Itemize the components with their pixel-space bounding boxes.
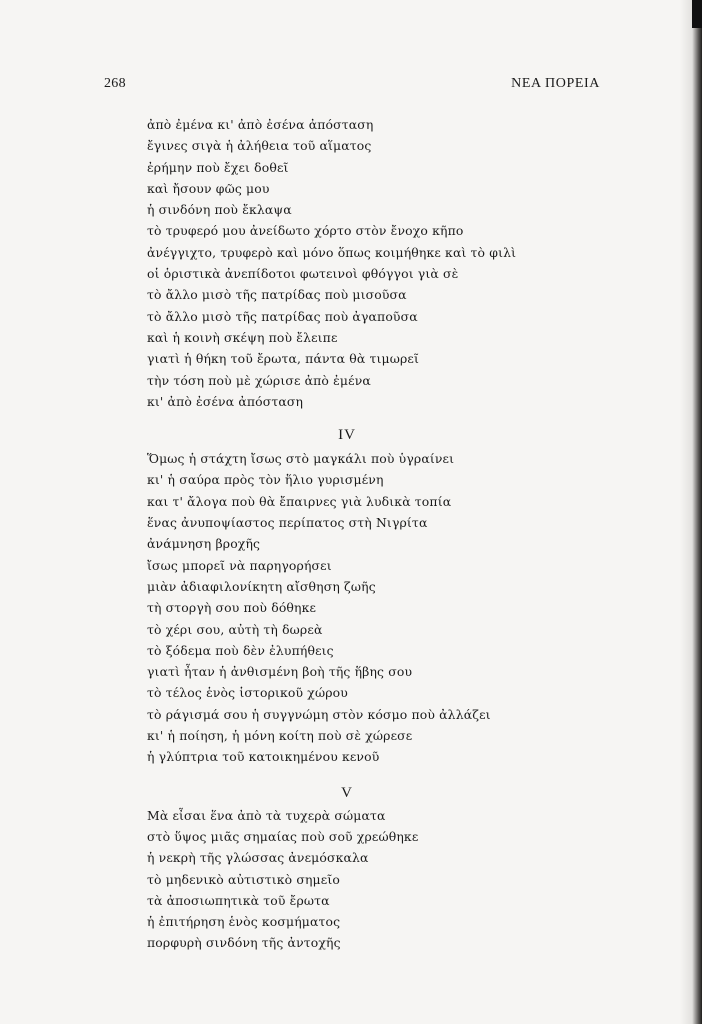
stanza-v xyxy=(147,805,587,954)
poem-line: ἔγινες σιγὰ ἡ ἀλήθεια τοῦ αἵματος xyxy=(147,138,372,154)
poem-text xyxy=(147,114,587,954)
poem-line: τὸ ἄλλο μισὸ τῆς πατρίδας ποὺ μισοῦσα xyxy=(147,287,407,303)
page-number: 268 xyxy=(104,76,126,91)
poem-line: μιὰν ἀδιαφιλονίκητη αἴσθηση ζωῆς xyxy=(147,578,376,594)
running-title: ΝΕΑ ΠΟΡΕΙΑ xyxy=(511,76,600,91)
poem-line: ἡ σινδόνη ποὺ ἔκλαψα xyxy=(147,202,292,218)
poem-line: τὸ ξόδεμα ποὺ δὲν ἐλυπήθεις xyxy=(147,642,334,658)
poem-line: ἀνέγγιχτο, τρυφερὸ καὶ μόνο ὅπως κοιμήθηκε καὶ τὸ φιλὶ xyxy=(147,244,517,260)
page-gutter-shadow xyxy=(680,0,702,1024)
poem-line: γιατὶ ἦταν ἡ ἀνθισμένη βοὴ τῆς ἥβης σου xyxy=(147,664,413,680)
section-heading-v: V xyxy=(341,784,353,801)
poem-line: ἀνάμνηση βροχῆς xyxy=(147,536,261,552)
poem-line: και τ' ἄλογα ποὺ θὰ ἔπαιρνες γιὰ λυδικὰ τοπία xyxy=(147,493,452,509)
stanza-iv xyxy=(147,448,587,767)
scan-corner-mark xyxy=(692,0,702,28)
poem-line: γιατὶ ἡ θήκη τοῦ ἔρωτα, πάντα θὰ τιμωρεῖ xyxy=(147,351,419,367)
poem-line: ἐρήμην ποὺ ἔχει δοθεῖ xyxy=(147,159,289,175)
poem-line: τὰ ἀποσιωπητικὰ τοῦ ἔρωτα xyxy=(147,892,330,908)
stanza-1 xyxy=(147,114,587,412)
poem-line: κι' ἡ ποίηση, ἡ μόνη κοίτη ποὺ σὲ χώρεσε xyxy=(147,728,413,744)
poem-line: οἱ ὁριστικὰ ἀνεπίδοτοι φωτεινοὶ φθόγγοι γιὰ σὲ xyxy=(147,266,459,282)
poem-line: στὸ ὕψος μιᾶς σημαίας ποὺ σοῦ χρεώθηκε xyxy=(147,828,419,844)
poem-line: τὸ ἄλλο μισὸ τῆς πατρίδας ποὺ ἀγαποῦσα xyxy=(147,308,418,324)
poem-line: τὸ τέλος ἑνὸς ἱστορικοῦ χώρου xyxy=(147,685,348,701)
poem-line: ἡ ἐπιτήρηση ἑνὸς κοσμήματος xyxy=(147,914,341,930)
poem-line: τὸ ράγισμά σου ἡ συγγνώμη στὸν κόσμο ποὺ ἀλλάζει xyxy=(147,706,491,722)
poem-line: κι' ἀπὸ ἐσένα ἀπόσταση xyxy=(147,393,304,409)
poem-line: πορφυρὴ σινδόνη τῆς ἀντοχῆς xyxy=(147,935,341,951)
poem-line: ἴσως μπορεῖ νὰ παρηγορήσει xyxy=(147,557,332,573)
poem-line: τὴν τόση ποὺ μὲ χώρισε ἀπὸ ἐμένα xyxy=(147,372,371,388)
poem-line: τὸ τρυφερό μου ἀνείδωτο χόρτο στὸν ἔνοχο κῆπο xyxy=(147,223,464,239)
poem-line: τὸ χέρι σου, αὐτὴ τὴ δωρεὰ xyxy=(147,621,323,637)
poem-line: τὸ μηδενικὸ αὐτιστικὸ σημεῖο xyxy=(147,871,340,887)
poem-line: Ὅμως ἡ στάχτη ἴσως στὸ μαγκάλι ποὺ ὑγραίνει xyxy=(147,451,455,467)
poem-line: κι' ἡ σαύρα πρὸς τὸν ἥλιο γυρισμένη xyxy=(147,472,384,488)
poem-line: ἡ γλύπτρια τοῦ κατοικημένου κενοῦ xyxy=(147,749,380,765)
page-header xyxy=(104,76,600,98)
poem-line: καὶ ἤσουν φῶς μου xyxy=(147,180,270,196)
poem-line: ἡ νεκρὴ τῆς γλώσσας ἀνεμόσκαλα xyxy=(147,850,369,866)
poem-line: Μὰ εἶσαι ἕνα ἀπὸ τὰ τυχερὰ σώματα xyxy=(147,807,386,823)
poem-line: ἕνας ἀνυποψίαστος περίπατος στὴ Νιγρίτα xyxy=(147,515,428,531)
poem-line: καὶ ἡ κοινὴ σκέψη ποὺ ἔλειπε xyxy=(147,329,338,345)
poem-line: τὴ στοργὴ σου ποὺ δόθηκε xyxy=(147,600,317,616)
poem-line: ἀπὸ ἐμένα κι' ἀπὸ ἐσένα ἀπόσταση xyxy=(147,117,374,132)
section-heading-iv: IV xyxy=(338,427,356,444)
